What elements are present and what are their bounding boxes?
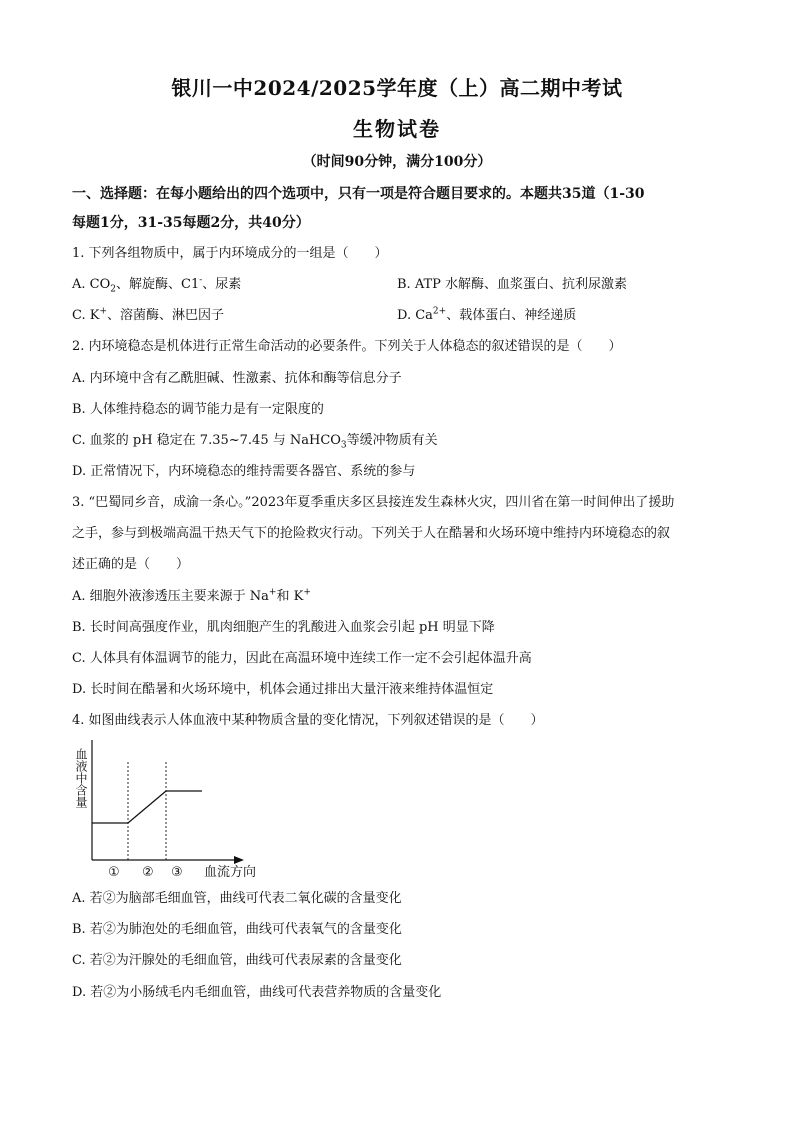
section-heading-line1: 一、选择题：在每小题给出的四个选项中，只有一项是符合题目要求的。本题共35道（1-30 xyxy=(72,186,645,202)
q1-a-text: A. CO xyxy=(72,277,111,292)
q3-option-c: C. 人体具有体温调节的能力，因此在高温环境中连续工作一定不会引起体温升高 xyxy=(72,651,532,666)
q2-c-text: C. 血浆的 pH 稳定在 7.35~7.45 与 NaHCO xyxy=(72,433,341,448)
exam-time-info: （时间90分钟，满分100分） xyxy=(302,154,492,170)
q4-option-b: B. 若②为肺泡处的毛细血管，曲线可代表氧气的含量变化 xyxy=(72,922,402,937)
q1-a-text3: 、尿素 xyxy=(202,277,242,292)
section-heading-line2: 每题1分，31-35每题2分，共40分） xyxy=(72,215,310,231)
q1-option-a xyxy=(72,276,241,294)
q2-option-c xyxy=(72,432,438,450)
q3-a-text2: 和 K xyxy=(276,589,304,604)
q1-option-c xyxy=(72,307,224,325)
q3-option-b: B. 长时间高强度作业，肌肉细胞产生的乳酸进入血浆会引起 pH 明显下降 xyxy=(72,620,495,635)
q2-c-sub: 3 xyxy=(340,440,347,451)
q2-stem: 2. 内环境稳态是机体进行正常生命活动的必要条件。下列关于人体稳态的叙述错误的是（ ） xyxy=(72,339,622,354)
q2-option-b: B. 人体维持稳态的调节能力是有一定限度的 xyxy=(72,402,324,417)
figure-mark-3: ③ xyxy=(171,865,183,880)
q2-c-text2: 等缓冲物质有关 xyxy=(346,433,438,448)
q2-option-a: A. 内环境中含有乙酰胆碱、性激素、抗体和酶等信息分子 xyxy=(72,371,402,386)
exam-title: 银川一中2024/2025学年度（上）高二期中考试 xyxy=(171,76,623,100)
q1-stem: 1. 下列各组物质中，属于内环境成分的一组是（ ） xyxy=(72,246,388,261)
exam-subject: 生物试卷 xyxy=(353,117,441,141)
q1-a-sub: 2 xyxy=(110,284,116,295)
q3-a-text: A. 细胞外液渗透压主要来源于 Na xyxy=(72,589,269,604)
q3-stem-line1: 3. “巴蜀同乡音，成渝一条心。”2023年夏季重庆多区县接连发生森林火灾，四川省在第一时间伸出了援助 xyxy=(72,495,675,510)
figure-y-label: 血液中含量 xyxy=(74,748,88,808)
q3-a-sup1: + xyxy=(268,587,277,598)
q1-c-sup: + xyxy=(99,306,108,317)
figure-x-label: 血流方向 xyxy=(204,865,257,880)
figure-x-arrow xyxy=(234,856,244,864)
q1-d-text2: 、载体蛋白、神经递质 xyxy=(446,308,577,323)
q1-d-sup: 2+ xyxy=(432,306,447,317)
q4-option-d: D. 若②为小肠绒毛内毛细血管，曲线可代表营养物质的含量变化 xyxy=(72,985,442,1000)
q1-option-b: B. ATP 水解酶、血浆蛋白、抗利尿激素 xyxy=(397,277,628,292)
figure-mark-1: ① xyxy=(108,865,120,880)
q1-a-sup: - xyxy=(199,275,203,286)
q4-option-c: C. 若②为汗腺处的毛细血管，曲线可代表尿素的含量变化 xyxy=(72,953,402,968)
q2-option-d: D. 正常情况下，内环境稳态的维持需要各器官、系统的参与 xyxy=(72,464,416,479)
q3-option-d: D. 长时间在酷暑和火场环境中，机体会通过排出大量汗液来维持体温恒定 xyxy=(72,682,494,697)
q1-d-text: D. Ca xyxy=(397,308,433,323)
q3-stem-line2: 之手，参与到极端高温干热天气下的抢险救灾行动。下列关于人在酷暑和火场环境中维持内环境稳态的叙 xyxy=(72,526,671,541)
q3-stem-line3: 述正确的是（ ） xyxy=(72,557,190,572)
q1-c-text2: 、溶菌酶、淋巴因子 xyxy=(107,308,225,323)
q1-c-text: C. K xyxy=(72,308,100,323)
q3-option-a xyxy=(72,588,311,606)
q3-a-sup2: + xyxy=(303,587,311,598)
q4-stem: 4. 如图曲线表示人体血液中某种物质含量的变化情况，下列叙述错误的是（ ） xyxy=(72,713,544,728)
figure-curve xyxy=(92,791,202,823)
figure-mark-2: ② xyxy=(142,865,154,880)
q4-option-a: A. 若②为脑部毛细血管，曲线可代表二氧化碳的含量变化 xyxy=(72,891,402,906)
q1-option-d xyxy=(397,307,576,325)
q1-a-text2: 、解旋酶、C1 xyxy=(116,277,200,292)
q4-figure xyxy=(70,740,270,880)
